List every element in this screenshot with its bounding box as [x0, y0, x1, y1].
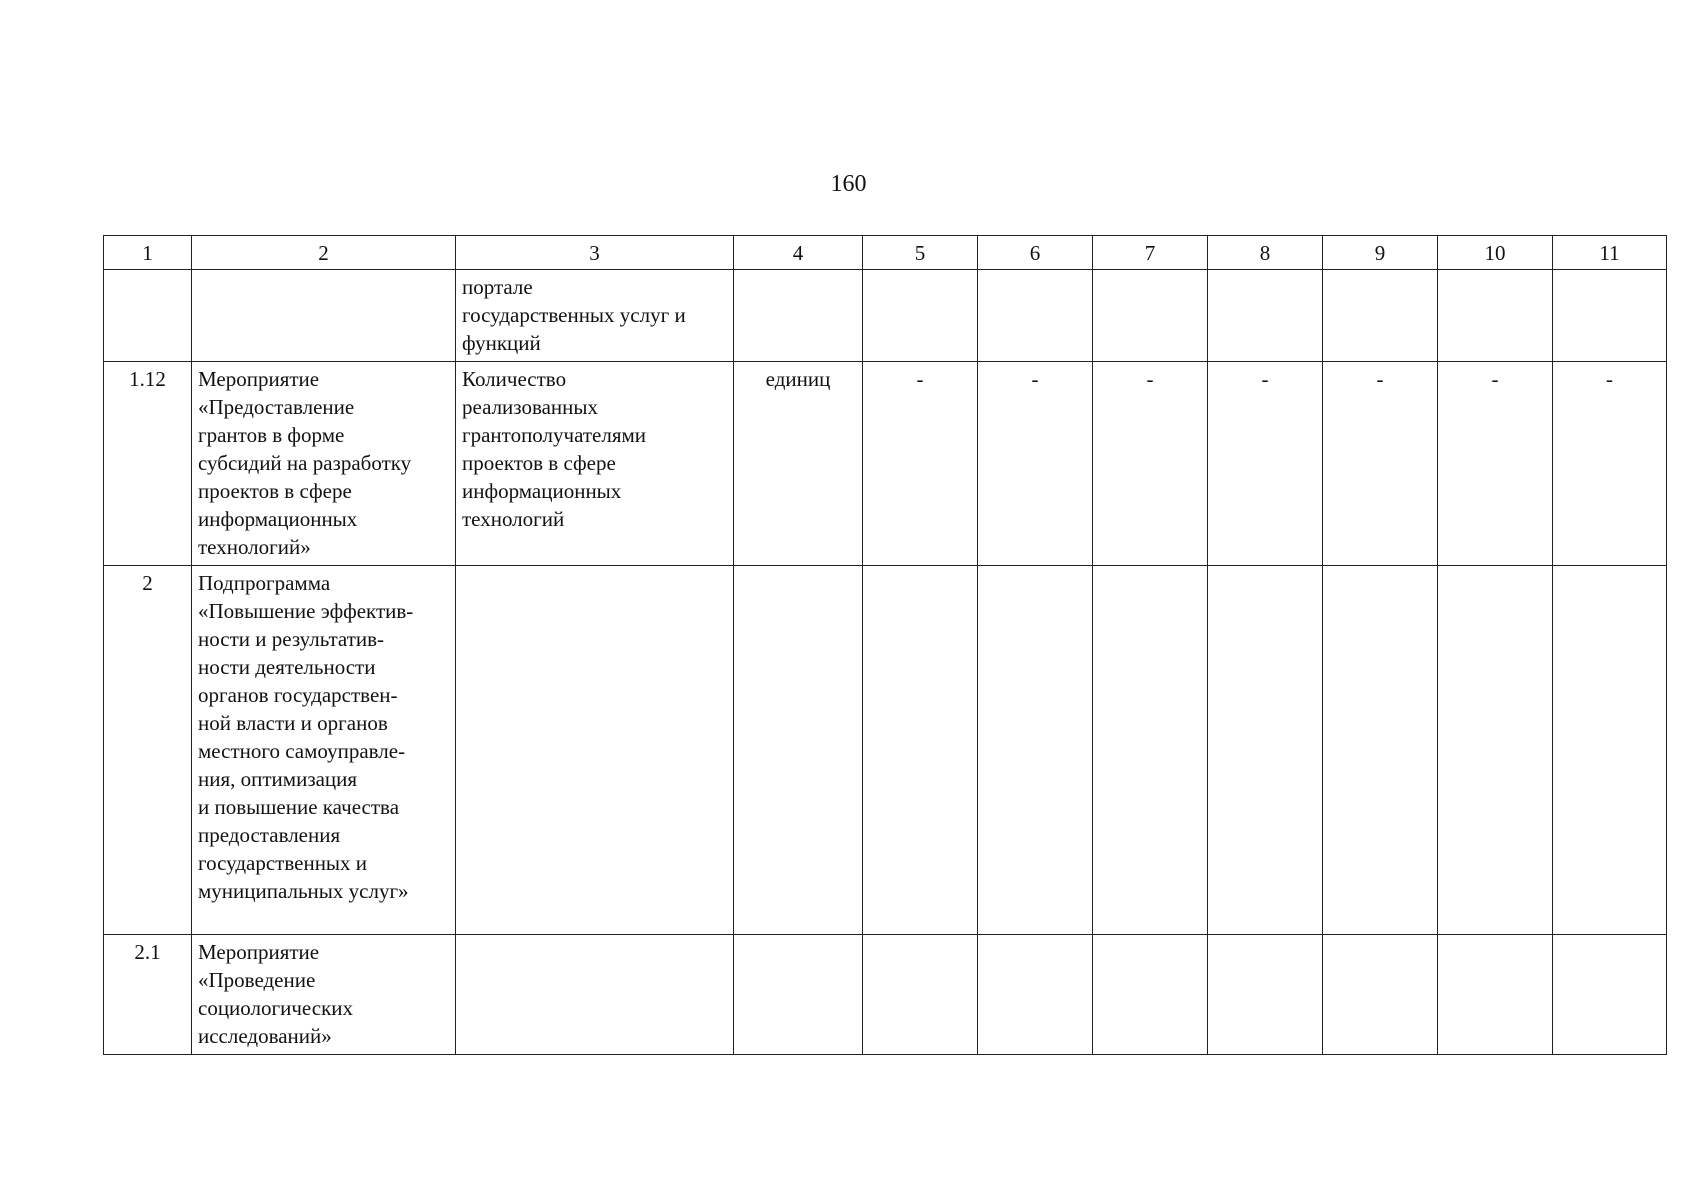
row-value: [863, 935, 978, 1055]
header-cell: 9: [1323, 236, 1438, 270]
header-cell: 1: [104, 236, 192, 270]
row-value: -: [1553, 362, 1667, 566]
row-value: [1093, 270, 1208, 362]
header-cell: 7: [1093, 236, 1208, 270]
row-value: -: [978, 362, 1093, 566]
row-number: [104, 270, 192, 362]
header-cell: 5: [863, 236, 978, 270]
header-cell: 10: [1438, 236, 1553, 270]
row-value: [1553, 935, 1667, 1055]
header-cell: 3: [456, 236, 734, 270]
row-value: [1438, 270, 1553, 362]
row-name: [192, 270, 456, 362]
table-row: [104, 566, 1667, 935]
header-cell: 2: [192, 236, 456, 270]
row-value: [1208, 935, 1323, 1055]
row-unit: [734, 566, 863, 935]
row-indicator: [456, 566, 734, 935]
row-number: 2.1: [104, 935, 192, 1055]
row-value: -: [1093, 362, 1208, 566]
row-value: [1438, 566, 1553, 935]
row-value: [1323, 270, 1438, 362]
table-row: [104, 270, 1667, 362]
row-value: [1208, 566, 1323, 935]
row-value: [978, 566, 1093, 935]
row-value: [1323, 935, 1438, 1055]
row-name: Мероприятие «Проведение социологических исследований»: [192, 935, 456, 1055]
row-value: -: [1208, 362, 1323, 566]
row-indicator: [456, 935, 734, 1055]
header-cell: 6: [978, 236, 1093, 270]
row-number: 1.12: [104, 362, 192, 566]
row-value: [1553, 566, 1667, 935]
header-cell: 11: [1553, 236, 1667, 270]
row-unit: единиц: [734, 362, 863, 566]
page-number: 160: [830, 171, 867, 197]
header-cell: 8: [1208, 236, 1323, 270]
row-value: [863, 566, 978, 935]
row-value: -: [1323, 362, 1438, 566]
row-value: -: [1438, 362, 1553, 566]
row-value: [1323, 566, 1438, 935]
row-value: -: [863, 362, 978, 566]
indicators-table: [103, 235, 1667, 1055]
row-name: Мероприятие «Предоставление грантов в форме субсидий на разработку проектов в сфере информационных технологий»: [192, 362, 456, 566]
row-unit: [734, 270, 863, 362]
row-value: [1438, 935, 1553, 1055]
header-cell: 4: [734, 236, 863, 270]
row-value: [1093, 935, 1208, 1055]
row-value: [1553, 270, 1667, 362]
row-unit: [734, 935, 863, 1055]
row-value: [978, 935, 1093, 1055]
row-value: [978, 270, 1093, 362]
table-row: [104, 935, 1667, 1055]
row-value: [1093, 566, 1208, 935]
row-value: [863, 270, 978, 362]
table-row: [104, 362, 1667, 566]
row-indicator: портале государственных услуг и функций: [456, 270, 734, 362]
row-indicator: Количество реализованных грантополучателями проектов в сфере информационных технологий: [456, 362, 734, 566]
table-header-row: [104, 236, 1667, 270]
row-name: Подпрограмма «Повышение эффектив- ности и результатив- ности деятельности органов государствен- ной власти и органов местного самоуправле- ния, оптимизация и повышение качества предоставления государственных и муниципальных услуг»: [192, 566, 456, 935]
row-number: 2: [104, 566, 192, 935]
row-value: [1208, 270, 1323, 362]
